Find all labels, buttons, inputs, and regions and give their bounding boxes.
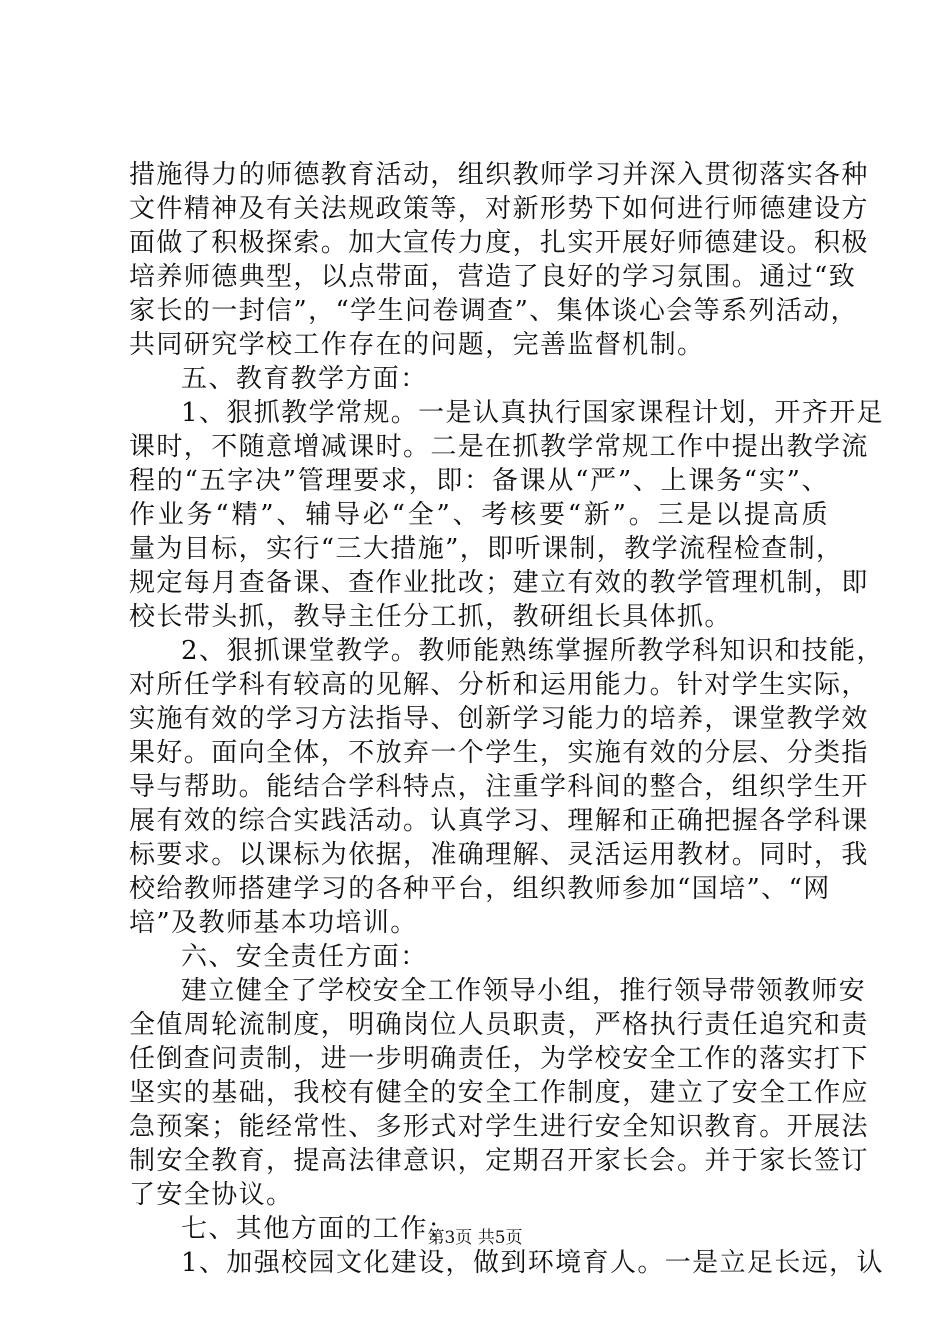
page-number-footer: 第3页 共5页 (427, 1228, 523, 1248)
text-line: 实施有效的学习方法指导、创新学习能力的培养，课堂教学效 (129, 704, 869, 734)
text-line: 1、狠抓教学常规。一是认真执行国家课程计划，开齐开足 (181, 398, 884, 428)
text-line: 任倒查问责制，进一步明确责任，为学校安全工作的落实打下 (129, 1044, 869, 1074)
text-line: 规定每月查备课、查作业批改；建立有效的教学管理机制，即 (129, 568, 869, 598)
text-line: 程的“五字决”管理要求，即：备课从“严”、上课务“实”、 (129, 466, 829, 496)
text-line: 坚实的基础，我校有健全的安全工作制度，建立了安全工作应 (129, 1078, 869, 1108)
text-line: 建立健全了学校安全工作领导小组，推行领导带领教师安 (181, 976, 867, 1006)
text-line: 全值周轮流制度，明确岗位人员职责，严格执行责任追究和责 (129, 1010, 869, 1040)
section-heading: 六、安全责任方面： (181, 942, 428, 972)
text-line: 标要求。以课标为依据，准确理解、灵活运用教材。同时，我 (129, 840, 869, 870)
text-line: 作业务“精”、辅导必“全”、考核要“新”。三是以提高质 (129, 500, 829, 530)
text-line: 展有效的综合实践活动。认真学习、理解和正确把握各学科课 (129, 806, 869, 836)
section-heading: 七、其他方面的工作： (181, 1214, 456, 1244)
text-line: 面做了积极探索。加大宣传力度，扎实开展好师德建设。积极 (129, 228, 869, 258)
text-line: 了安全协议。 (129, 1180, 294, 1210)
text-line: 制安全教育，提高法律意识，定期召开家长会。并于家长签订 (129, 1146, 869, 1176)
text-line: 果好。面向全体，不放弃一个学生，实施有效的分层、分类指 (129, 738, 869, 768)
text-line: 校长带头抓，教导主任分工抓，教研组长具体抓。 (129, 602, 732, 632)
text-line: 导与帮助。能结合学科特点，注重学科间的整合，组织学生开 (129, 772, 869, 802)
text-line: 文件精神及有关法规政策等，对新形势下如何进行师德建设方 (129, 194, 869, 224)
text-line: 量为目标，实行“三大措施”，即听课制，教学流程检查制， (129, 534, 844, 564)
text-line: 2、狠抓课堂教学。教师能熟练掌握所教学科知识和技能， (181, 636, 884, 666)
text-line: 课时，不随意增减课时。二是在抓教学常规工作中提出教学流 (129, 432, 869, 462)
text-line: 急预案；能经常性、多形式对学生进行安全知识教育。开展法 (129, 1112, 869, 1142)
document-body (129, 158, 884, 1280)
text-line: 共同研究学校工作存在的问题，完善监督机制。 (129, 330, 705, 360)
text-line: 培”及教师基本功培训。 (129, 908, 418, 938)
text-line: 1、加强校园文化建设，做到环境育人。一是立足长远，认 (181, 1248, 884, 1278)
text-line: 培养师德典型，以点带面，营造了良好的学习氛围。通过“致 (129, 262, 857, 292)
text-line: 对所任学科有较高的见解、分析和运用能力。针对学生实际， (129, 670, 869, 700)
section-heading: 五、教育教学方面： (181, 364, 428, 394)
text-line: 家长的一封信”，“学生问卷调查”、集体谈心会等系列活动， (129, 296, 859, 326)
text-line: 校给教师搭建学习的各种平台，组织教师参加“国培”、“网 (129, 874, 831, 904)
text-line: 措施得力的师德教育活动，组织教师学习并深入贯彻落实各种 (129, 160, 869, 190)
